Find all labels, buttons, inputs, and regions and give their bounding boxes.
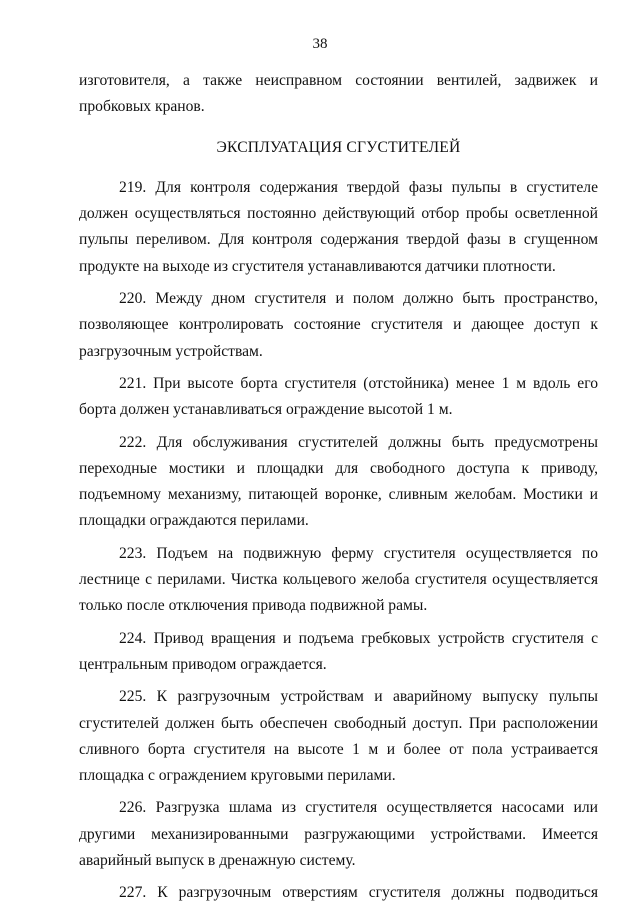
- item-219: 219. Для контроля содержания твердой фазы пульпы в сгустителе должен осуществляться постоянно действующий отбор пробы осветленной пульпы переливом. Для контроля содержания твердой фазы в сгущенном продукте на выходе из сгустителя устанавливаются датчики плотности.: [79, 178, 598, 275]
- item-222: 222. Для обслуживания сгустителей должны быть предусмотрены переходные мостики и площадки для свободного доступа к приводу, подъемному механизму, питающей воронке, сливным желобам. Мостики и площадки ограждаются перилами.: [79, 433, 598, 530]
- item-221: 221. При высоте борта сгустителя (отстойника) менее 1 м вдоль его борта должен устанавливаться ограждение высотой 1 м.: [79, 374, 598, 419]
- continuation-paragraph: изготовителя, а также неисправном состоянии вентилей, задвижек и пробковых кранов.: [79, 72, 598, 116]
- item-226: 226. Разгрузка шлама из сгустителя осуществляется насосами или другими механизированными разгружающими устройствами. Имеется аварийный выпуск в дренажную систему.: [79, 799, 598, 870]
- item-220: 220. Между дном сгустителя и полом должно быть пространство, позволяющее контролировать состояние сгустителя и дающее доступ к разгрузочным устройствам.: [79, 290, 598, 360]
- item-224: 224. Привод вращения и подъема гребковых устройств сгустителя с центральным приводом ограждается.: [79, 629, 598, 673]
- body-text: [79, 68, 598, 907]
- page-number: 38: [312, 36, 328, 52]
- section-heading: ЭКСПЛУАТАЦИЯ СГУСТИТЕЛЕЙ: [216, 138, 461, 156]
- item-227: 227. К разгрузочным отверстиям сгустителя должны подводиться: [119, 884, 598, 902]
- item-223: 223. Подъем на подвижную ферму сгустителя осуществляется по лестнице с перилами. Чистка кольцевого желоба сгустителя осуществляется только после отключения привода подвижной рамы.: [79, 544, 598, 615]
- item-225: 225. К разгрузочным устройствам и аварийному выпуску пульпы сгустителей должен быть обеспечен свободный доступ. При расположении сливного борта сгустителя на высоте 1 м и более от пола устраивается площадка с ограждением круговыми перилами.: [79, 688, 598, 785]
